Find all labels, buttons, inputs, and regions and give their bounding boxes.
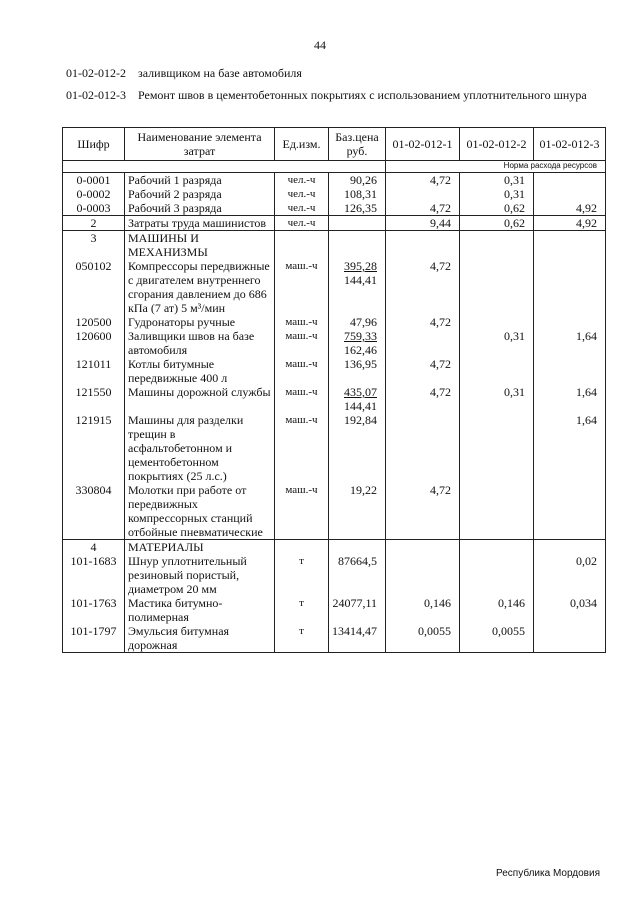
norm-row <box>63 161 606 173</box>
column-header: Наименование элемента затрат <box>125 128 275 161</box>
section-row: 4 МАТЕРИАЛЫ <box>63 540 606 555</box>
section-row: 3 МАШИНЫ И МЕХАНИЗМЫ <box>63 231 606 260</box>
table-row: 0-0002 Рабочий 2 разряда чел.-ч 108,31 0,31 <box>63 187 606 201</box>
table-row: 101-1797 Эмульсия битумная дорожная т 13414,47 0,0055 0,0055 <box>63 624 606 653</box>
column-header: Баз.цена руб. <box>329 128 386 161</box>
heading-code: 01-02-012-2 <box>66 66 126 80</box>
table-row: 121915 Машины для разделки трещин в асфальтобетонном и цементобетонном покрытиях (25 л.с.) маш.-ч 192,84 1,64 <box>63 413 606 483</box>
footer-region: Республика Мордовия <box>496 868 600 879</box>
table-row: 050102 Компрессоры передвижные с двигателем внутреннего сгорания давлением до 686 кПа (7 ат) 5 м³/мин маш.-ч 395,28 144,41 4,72 <box>63 259 606 315</box>
table-row: 0-0003 Рабочий 3 разряда чел.-ч 126,35 4,72 0,62 4,92 <box>63 201 606 216</box>
table-row: 121550 Машины дорожной службы маш.-ч 435,07 144,41 4,72 0,31 1,64 <box>63 385 606 413</box>
header-row <box>63 128 606 161</box>
table-row: 121011 Котлы битумные передвижные 400 л маш.-ч 136,95 4,72 <box>63 357 606 385</box>
heading-line <box>66 66 588 80</box>
column-header: 01-02-012-3 <box>534 128 606 161</box>
table-row: 330804 Молотки при работе от передвижных компрессорных станций отбойные пневматические маш.-ч 19,22 4,72 <box>63 483 606 540</box>
table-row: 101-1763 Мастика битумно-полимерная т 24077,11 0,146 0,146 0,034 <box>63 596 606 624</box>
heading-code: 01-02-012-3 <box>66 88 126 102</box>
column-header: Ед.изм. <box>275 128 329 161</box>
heading-text: заливщиком на базе автомобиля <box>138 66 302 80</box>
page-number: 44 <box>314 38 326 52</box>
column-header: Шифр <box>63 128 125 161</box>
table-row: 120500 Гудронаторы ручные маш.-ч 47,96 4,72 <box>63 315 606 329</box>
table-row: 120600 Заливщики швов на базе автомобиля маш.-ч 759,33 162,46 0,31 1,64 <box>63 329 606 357</box>
column-header: 01-02-012-1 <box>386 128 460 161</box>
heading-line <box>66 88 588 102</box>
table-row: 0-0001 Рабочий 1 разряда чел.-ч 90,26 4,72 0,31 <box>63 173 606 188</box>
heading-text: Ремонт швов в цементобетонных покрытиях с использованием уплотнительного шнура <box>138 88 587 102</box>
section-row: 2 Затраты труда машинистов чел.-ч 9,44 0,62 4,92 <box>63 216 606 231</box>
resource-table <box>62 127 606 653</box>
table-row: 101-1683 Шнур уплотнительный резиновый пористый, диаметром 20 мм т 87664,5 0,02 <box>63 554 606 596</box>
column-header: 01-02-012-2 <box>460 128 534 161</box>
norm-label: Норма расхода ресурсов <box>386 161 606 173</box>
